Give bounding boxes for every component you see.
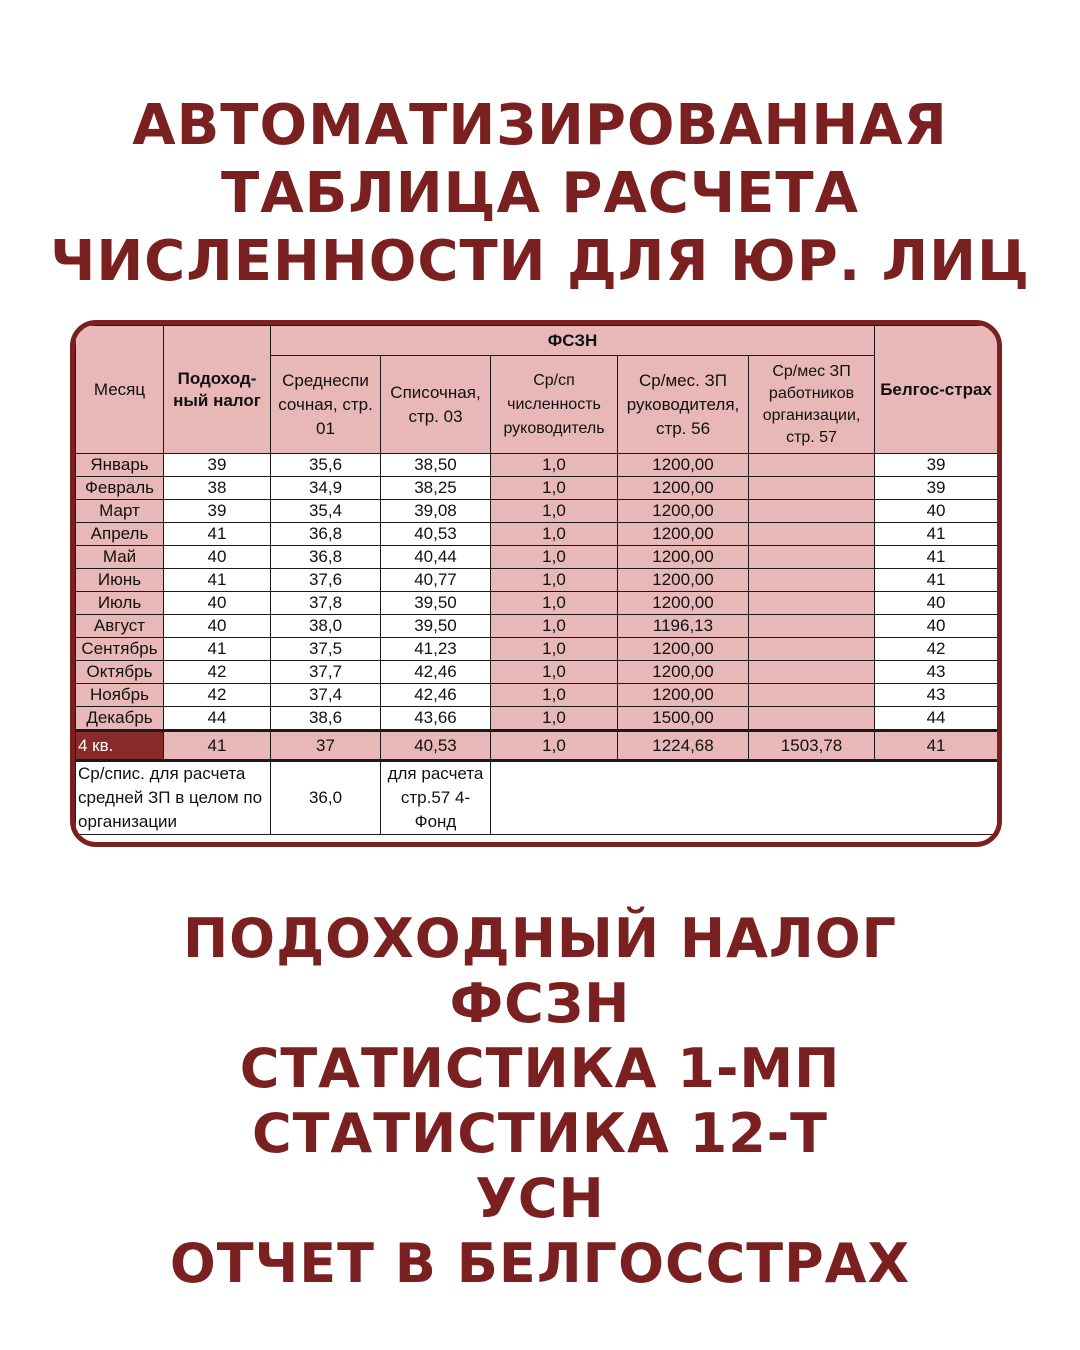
cell-list: 40,53 xyxy=(381,523,491,546)
table-row xyxy=(76,684,998,707)
cell-head: 1,0 xyxy=(491,454,618,477)
cell-month: Март xyxy=(76,500,164,523)
cell-tax: 39 xyxy=(164,454,271,477)
cell-head: 1,0 xyxy=(491,592,618,615)
cell-month: Апрель xyxy=(76,523,164,546)
cell-salary: 1200,00 xyxy=(618,661,749,684)
cell-head: 1,0 xyxy=(491,684,618,707)
cell-month: Июль xyxy=(76,592,164,615)
header-fszn: ФСЗН xyxy=(271,326,875,356)
cell-avg: 36,8 xyxy=(271,546,381,569)
cell-bgs: 40 xyxy=(875,592,998,615)
cell-month: Сентябрь xyxy=(76,638,164,661)
header-income-tax: Подоход-ный налог xyxy=(164,326,271,454)
cell-head: 1,0 xyxy=(491,707,618,731)
cell-bgs: 40 xyxy=(875,500,998,523)
cell-month: Февраль xyxy=(76,477,164,500)
cell-bgs: 43 xyxy=(875,684,998,707)
cell-staff xyxy=(749,523,875,546)
cell-tax: 40 xyxy=(164,615,271,638)
table-row xyxy=(76,569,998,592)
subtitle-line: СТАТИСТИКА 12-Т xyxy=(251,1102,829,1165)
cell-month: Май xyxy=(76,546,164,569)
table-row xyxy=(76,592,998,615)
cell-month: Ноябрь xyxy=(76,684,164,707)
cell-avg: 35,4 xyxy=(271,500,381,523)
cell-salary: 1500,00 xyxy=(618,707,749,731)
cell-head: 1,0 xyxy=(491,546,618,569)
header-list: Списочная, стр. 03 xyxy=(381,356,491,454)
cell-bgs: 41 xyxy=(875,731,998,761)
cell-tax: 44 xyxy=(164,707,271,731)
cell-staff xyxy=(749,638,875,661)
cell-head: 1,0 xyxy=(491,477,618,500)
header-avg-head: Ср/сп численность руководитель xyxy=(491,356,618,454)
cell-salary: 1200,00 xyxy=(618,454,749,477)
cell-staff: 1503,78 xyxy=(749,731,875,761)
footer-row xyxy=(76,761,998,835)
cell-staff xyxy=(749,615,875,638)
cell-head: 1,0 xyxy=(491,661,618,684)
cell-month: Январь xyxy=(76,454,164,477)
table-row xyxy=(76,638,998,661)
cell-head: 1,0 xyxy=(491,500,618,523)
subtitle-line: ОТЧЕТ В БЕЛГОССТРАХ xyxy=(169,1232,911,1295)
table-row xyxy=(76,546,998,569)
title-line: АВТОМАТИЗИРОВАННАЯ xyxy=(132,93,948,158)
cell-head: 1,0 xyxy=(491,731,618,761)
table-row xyxy=(76,454,998,477)
cell-list: 43,66 xyxy=(381,707,491,731)
cell-salary: 1200,00 xyxy=(618,684,749,707)
cell-avg: 35,6 xyxy=(271,454,381,477)
cell-tax: 39 xyxy=(164,500,271,523)
table-row xyxy=(76,500,998,523)
cell-avg: 37,7 xyxy=(271,661,381,684)
cell-salary: 1196,13 xyxy=(618,615,749,638)
cell-bgs: 41 xyxy=(875,523,998,546)
header-salary-head: Ср/мес. ЗП руководителя, стр. 56 xyxy=(618,356,749,454)
subtitle-line: УСН xyxy=(475,1167,605,1230)
cell-month: Декабрь xyxy=(76,707,164,731)
cell-head: 1,0 xyxy=(491,615,618,638)
cell-list: 40,53 xyxy=(381,731,491,761)
cell-list: 38,50 xyxy=(381,454,491,477)
header-belgosstrakh: Белгос-страх xyxy=(875,326,998,454)
cell-staff xyxy=(749,500,875,523)
cell-staff xyxy=(749,569,875,592)
footer-empty xyxy=(491,761,998,835)
subtitle-line: СТАТИСТИКА 1-МП xyxy=(239,1037,841,1100)
title-line: ЧИСЛЕННОСТИ ДЛЯ ЮР. ЛИЦ xyxy=(50,229,1030,294)
header-avg-list: Среднеспи сочная, стр. 01 xyxy=(271,356,381,454)
cell-list: 42,46 xyxy=(381,661,491,684)
cell-avg: 37,8 xyxy=(271,592,381,615)
quarter-row xyxy=(76,731,998,761)
cell-bgs: 39 xyxy=(875,454,998,477)
cell-staff xyxy=(749,592,875,615)
cell-salary: 1200,00 xyxy=(618,569,749,592)
cell-bgs: 43 xyxy=(875,661,998,684)
table-row xyxy=(76,477,998,500)
cell-bgs: 41 xyxy=(875,546,998,569)
cell-head: 1,0 xyxy=(491,638,618,661)
cell-staff xyxy=(749,684,875,707)
footer-label: Ср/спис. для расчета средней ЗП в целом по организации xyxy=(76,761,271,835)
cell-month: Август xyxy=(76,615,164,638)
cell-avg: 37,4 xyxy=(271,684,381,707)
footer-note: для расчета стр.57 4-Фонд xyxy=(381,761,491,835)
cell-staff xyxy=(749,454,875,477)
cell-tax: 41 xyxy=(164,569,271,592)
cell-bgs: 39 xyxy=(875,477,998,500)
subtitle-line: ФСЗН xyxy=(449,972,631,1035)
cell-tax: 42 xyxy=(164,661,271,684)
cell-tax: 41 xyxy=(164,638,271,661)
cell-avg: 37,6 xyxy=(271,569,381,592)
cell-month: Октябрь xyxy=(76,661,164,684)
cell-bgs: 44 xyxy=(875,707,998,731)
cell-salary: 1224,68 xyxy=(618,731,749,761)
cell-staff xyxy=(749,661,875,684)
cell-salary: 1200,00 xyxy=(618,523,749,546)
cell-list: 42,46 xyxy=(381,684,491,707)
footer-value: 36,0 xyxy=(271,761,381,835)
table-row xyxy=(76,661,998,684)
cell-head: 1,0 xyxy=(491,523,618,546)
cell-month: Июнь xyxy=(76,569,164,592)
cell-list: 41,23 xyxy=(381,638,491,661)
cell-salary: 1200,00 xyxy=(618,477,749,500)
cell-head: 1,0 xyxy=(491,569,618,592)
cell-avg: 37,5 xyxy=(271,638,381,661)
header-month: Месяц xyxy=(76,326,164,454)
cell-list: 40,44 xyxy=(381,546,491,569)
header-salary-staff: Ср/мес ЗП работников организации, стр. 57 xyxy=(749,356,875,454)
cell-list: 39,08 xyxy=(381,500,491,523)
cell-bgs: 42 xyxy=(875,638,998,661)
title-line: ТАБЛИЦА РАСЧЕТА xyxy=(221,161,859,226)
subtitle-line: ПОДОХОДНЫЙ НАЛОГ xyxy=(182,907,898,970)
cell-salary: 1200,00 xyxy=(618,592,749,615)
cell-list: 40,77 xyxy=(381,569,491,592)
page-title xyxy=(0,92,1080,296)
cell-avg: 37 xyxy=(271,731,381,761)
cell-salary: 1200,00 xyxy=(618,546,749,569)
cell-avg: 34,9 xyxy=(271,477,381,500)
quarter-label: 4 кв. xyxy=(76,731,164,761)
spreadsheet-table xyxy=(75,325,998,835)
cell-tax: 41 xyxy=(164,731,271,761)
cell-tax: 40 xyxy=(164,592,271,615)
cell-avg: 36,8 xyxy=(271,523,381,546)
cell-salary: 1200,00 xyxy=(618,500,749,523)
cell-tax: 42 xyxy=(164,684,271,707)
table-row xyxy=(76,615,998,638)
cell-staff xyxy=(749,477,875,500)
cell-salary: 1200,00 xyxy=(618,638,749,661)
cell-list: 39,50 xyxy=(381,615,491,638)
cell-staff xyxy=(749,707,875,731)
table-row xyxy=(76,707,998,731)
cell-avg: 38,0 xyxy=(271,615,381,638)
cell-list: 38,25 xyxy=(381,477,491,500)
cell-tax: 38 xyxy=(164,477,271,500)
cell-avg: 38,6 xyxy=(271,707,381,731)
cell-staff xyxy=(749,546,875,569)
cell-tax: 41 xyxy=(164,523,271,546)
subtitle-list xyxy=(0,906,1080,1296)
cell-bgs: 40 xyxy=(875,615,998,638)
cell-bgs: 41 xyxy=(875,569,998,592)
table-row xyxy=(76,523,998,546)
cell-list: 39,50 xyxy=(381,592,491,615)
spreadsheet-frame xyxy=(70,320,1002,847)
cell-tax: 40 xyxy=(164,546,271,569)
